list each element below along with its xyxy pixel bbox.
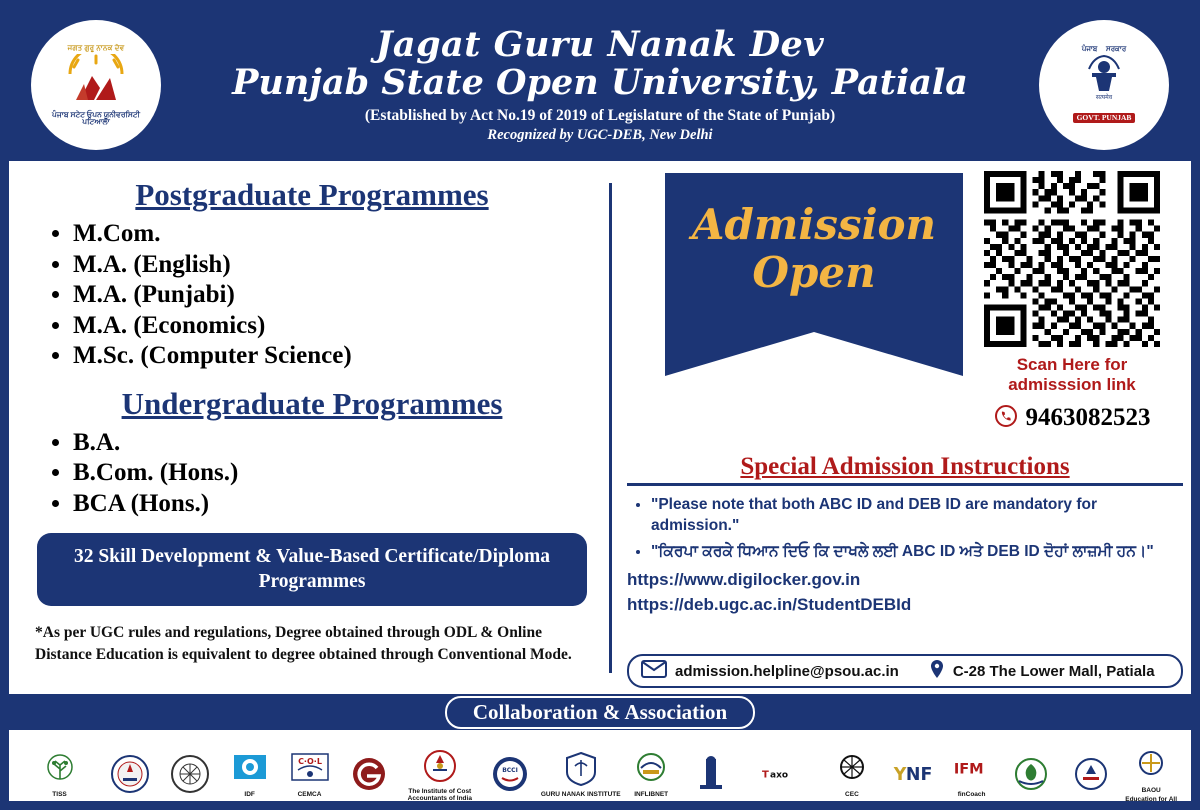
ugc-equivalence-note: *As per UGC rules and regulations, Degree obtained through ODL & Online Distance Education is equivalent to degree obtained through Conventional Mode. [35, 623, 572, 664]
e-swirl-icon [349, 754, 389, 794]
postgraduate-programme-list [73, 219, 593, 372]
admission-open-line2: Open [752, 248, 876, 298]
established-line: (Established by Act No.19 of 2019 of Legislature of the State of Punjab) [364, 107, 836, 125]
partner-logo-cec [822, 738, 882, 810]
list-item: • M.Com. [73, 219, 593, 250]
punjabi-university-seal-icon [110, 754, 150, 794]
partner-logo-idf [220, 738, 280, 810]
contact-phone-number[interactable]: 9463082523 [1025, 404, 1151, 432]
qr-code-icon[interactable] [984, 171, 1160, 347]
svg-text:NF: NF [905, 765, 932, 786]
partner-caption: TISS [52, 791, 67, 799]
digilocker-link[interactable]: https://www.digilocker.gov.in [627, 570, 861, 590]
undergraduate-title: Undergraduate Programmes [121, 385, 503, 421]
special-instructions-rule [627, 483, 1183, 486]
psou-emblem-arc-text: ਜਗਤ ਗੁਰੂ ਨਾਨਕ ਦੇਵ [67, 43, 125, 52]
tiss-tree-icon [40, 749, 80, 789]
contact-address: C-28 The Lower Mall, Patiala [952, 662, 1155, 680]
location-pin-icon [929, 659, 945, 683]
phone-icon [994, 404, 1018, 433]
idf-icon [230, 749, 270, 789]
partner-logo-icai-cost [399, 738, 480, 810]
ignou-seal-icon [170, 754, 210, 794]
partner-caption: IDF [244, 791, 255, 799]
recognition-line: Recognized by UGC-DEB, New Delhi [487, 127, 713, 144]
ifm-icon [952, 749, 992, 789]
postgraduate-title: Postgraduate Programmes [135, 177, 489, 212]
ynf-icon [892, 754, 932, 794]
punjab-emblem-text-left: ਪੰਜਾਬ [1081, 44, 1098, 53]
undergraduate-programme-list [73, 428, 593, 520]
partner-logos-row [9, 730, 1191, 810]
col-icon [290, 749, 330, 789]
collaboration-band [9, 694, 1191, 730]
icai-emblem-icon [420, 746, 460, 786]
psou-emblem [52, 45, 140, 126]
green-crest-icon [1011, 754, 1051, 794]
scan-line-2: admisssion link [1008, 375, 1136, 395]
partner-logo-baou [1121, 738, 1181, 810]
university-name-line2: Punjab State Open University, Patiala [232, 61, 968, 103]
baou-icon [1131, 745, 1171, 785]
deb-ugc-link[interactable]: https://deb.ugc.ac.in/StudentDEBId [627, 594, 912, 614]
svg-text:T: T [762, 769, 770, 781]
psou-emblem-punjabi-line2: ਪਟਿਆਲਾ [82, 117, 110, 126]
certificate-band-line2: Programmes [258, 571, 366, 593]
svg-text:BCCI: BCCI [502, 767, 519, 774]
contact-bar [627, 654, 1183, 688]
partner-logo-ynf [882, 738, 942, 810]
svg-text:axo: axo [770, 770, 789, 781]
email-icon [641, 660, 667, 682]
university-name-line1: Jagat Guru Nanak Dev [375, 23, 825, 65]
list-item: • M.A. (Economics) [73, 311, 593, 342]
psou-emblem-punjabi-line1: ਪੰਜਾਬ ਸਟੇਟ ਓਪਨ ਯੂਨੀਵਰਸਿਟੀ [52, 109, 140, 119]
svg-text:सत्यमेव: सत्यमेव [1095, 93, 1113, 101]
collaboration-title: Collaboration & Association [445, 696, 755, 729]
list-item: • "ਕਿਰਪਾ ਕਰਕੇ ਧਿਆਨ ਦਿਓ ਕਿ ਦਾਖਲੇ ਲਈ ABC ID ਅਤੇ DEB ID ਦੋਹਾਂ ਲਾਜ਼ਮੀ ਹਨ।" [651, 541, 1183, 562]
partner-logo-col-cemca [280, 738, 340, 810]
phone-row [967, 404, 1177, 433]
partner-logo-guru-nanak-institute [540, 738, 621, 810]
partner-logo-taxo [741, 738, 822, 810]
govt-punjab-ribbon [1073, 108, 1136, 125]
taxo-wordmark-icon [761, 754, 801, 794]
partner-logo-ignou [160, 738, 220, 810]
special-instructions-block [627, 453, 1183, 617]
scan-instruction [967, 355, 1177, 396]
list-item: • M.A. (English) [73, 250, 593, 281]
partner-caption: CEC [845, 791, 859, 799]
special-instructions-list [651, 494, 1183, 562]
list-item: • BCA (Hons.) [73, 489, 593, 520]
partner-logo-inflibnet [621, 738, 681, 810]
special-instructions-title: Special Admission Instructions [740, 453, 1070, 480]
swayam-icon [691, 754, 731, 794]
list-item: • "Please note that both ABC ID and DEB ID are mandatory for admission." [651, 494, 1183, 537]
list-item: • B.Com. (Hons.) [73, 458, 593, 489]
flame-icon [52, 54, 140, 110]
partner-caption: INFLIBNET [634, 791, 669, 799]
university-logo-left [31, 20, 161, 150]
inflibnet-icon [631, 749, 671, 789]
partner-subcaption: Education for All [1125, 796, 1178, 803]
admission-open-banner [665, 173, 963, 332]
svg-text:IFM: IFM [953, 761, 984, 778]
partner-caption: BAOU [1141, 786, 1161, 794]
punjab-emblem-text-right: ਸਰਕਾਰ [1106, 44, 1127, 53]
reference-links [627, 568, 1183, 617]
admission-column [609, 161, 1191, 694]
poster-header [9, 9, 1191, 161]
partner-logo-punjabi-university [100, 738, 160, 810]
partner-logo-e-learning [339, 738, 399, 810]
programmes-column [9, 161, 609, 694]
list-item: • B.A. [73, 428, 593, 459]
scan-line-1: Scan Here for [1016, 355, 1128, 374]
bcci-icon [490, 754, 530, 794]
punjab-govt-logo [1039, 20, 1169, 150]
poster-body [9, 161, 1191, 694]
partner-logo-tiss [19, 738, 100, 810]
partner-logo-green-crest [1002, 738, 1062, 810]
ashoka-pillar-icon [1073, 53, 1136, 106]
partner-logo-blue-crest [1061, 738, 1121, 810]
govt-punjab-label: GOVT. PUNJAB [1073, 113, 1136, 123]
svg-text:Y: Y [893, 765, 907, 786]
gni-shield-icon [561, 749, 601, 789]
partner-caption: GURU NANAK INSTITUTE [540, 791, 621, 799]
partner-caption: CEMCA [297, 791, 322, 799]
cec-icon [832, 749, 872, 789]
header-title-block [9, 23, 1191, 145]
certificate-diploma-band [37, 533, 587, 606]
partner-logo-swayam [681, 738, 741, 810]
partner-logo-bcci [480, 738, 540, 810]
list-item: • M.A. (Punjabi) [73, 280, 593, 311]
list-item: • M.Sc. (Computer Science) [73, 341, 593, 372]
svg-text:C·O·L: C·O·L [297, 757, 322, 767]
partner-caption: The Institute of Cost Accountants of India [407, 787, 472, 802]
blue-crest-icon [1071, 754, 1111, 794]
qr-block [967, 171, 1177, 433]
admission-open-line1: Admission [691, 200, 937, 249]
certificate-band-line1: 32 Skill Development & Value-Based Certificate/Diploma [73, 546, 551, 567]
partner-caption: finCoach [957, 791, 986, 799]
contact-email[interactable]: admission.helpline@psou.ac.in [675, 662, 899, 680]
punjab-govt-emblem [1073, 46, 1136, 125]
partner-logo-ifm-fincoach [942, 738, 1002, 810]
